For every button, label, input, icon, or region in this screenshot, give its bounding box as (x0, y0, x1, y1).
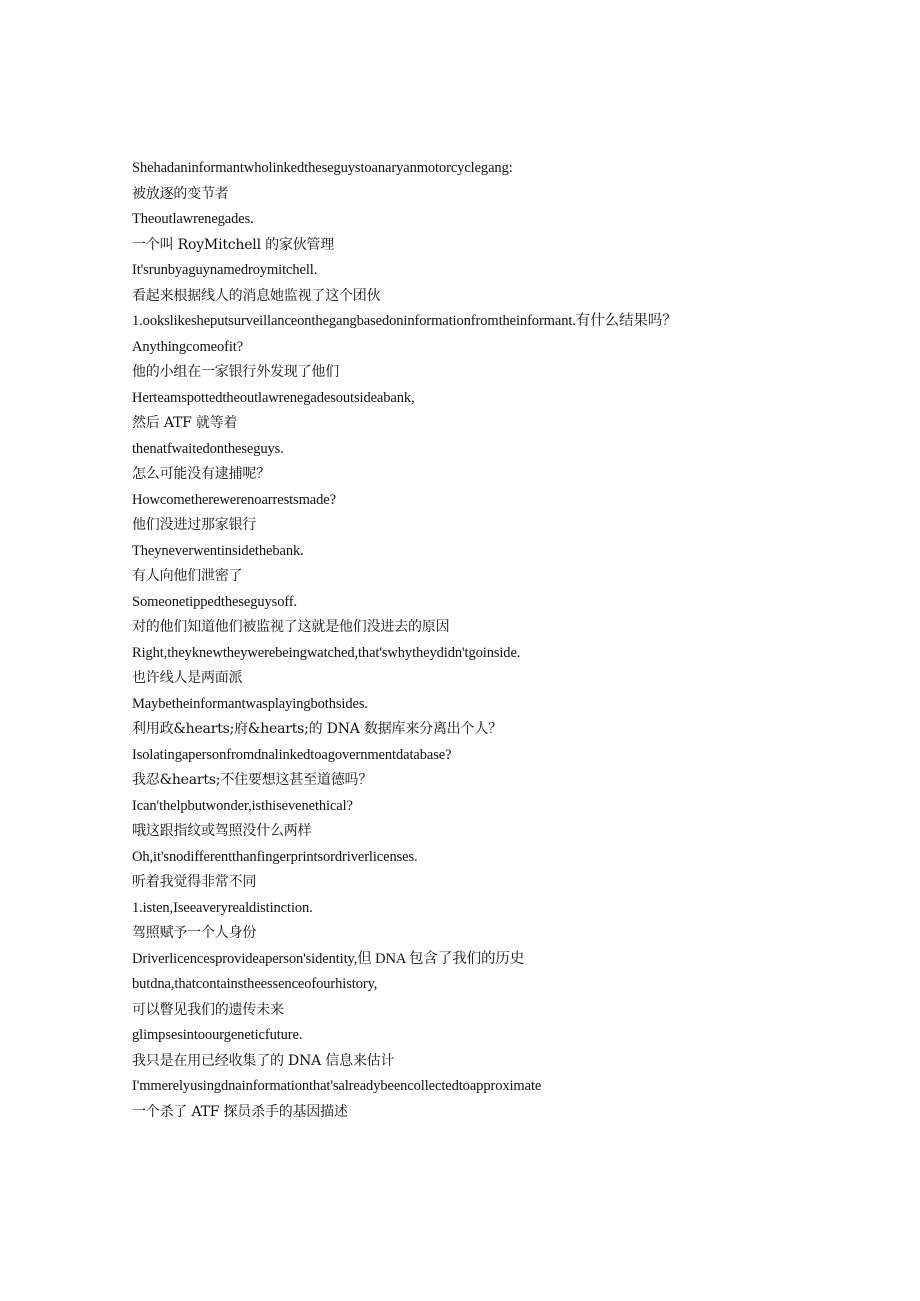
text-line: 1.isten,Iseeaveryrealdistinction. (132, 899, 313, 916)
text-line: 也许线人是两面派 (132, 670, 243, 686)
text-line: 对的他们知道他们被监视了这就是他们没进去的原因 (132, 619, 450, 635)
text-line: Ican'thelpbutwonder,isthisevenethical? (132, 797, 353, 814)
text-line: 我忍&hearts;不住要想这甚至道德吗？ (132, 772, 373, 788)
text-line: Theyneverwentinsidethebank. (132, 542, 304, 559)
document-body (132, 158, 772, 1127)
text-line: Herteamspottedtheoutlawrenegadesoutsideabank, (132, 389, 415, 406)
text-line: It'srunbyaguynamedroymitchell. (132, 262, 318, 278)
text-line: 哦这跟指纹或驾照没什么两样 (132, 823, 312, 839)
text-line: Someonetippedtheseguysoff. (132, 593, 298, 610)
text-line: 利用政&hearts;府&hearts;的 DNA 数据库来分离出个人？ (132, 721, 502, 737)
text-line: Isolatingapersonfromdnalinkedtoagovernmentdatabase? (132, 746, 452, 763)
text-line: 我只是在用已经收集了的 DNA 信息来估计 (132, 1052, 395, 1069)
text-line: Driverlicencesprovideaperson'sidentity,但 DNA 包含了我们的历史 (132, 950, 525, 967)
text-line: 然后 ATF 就等着 (132, 415, 238, 431)
text-line: Howcometherewerenoarrestsmade? (132, 491, 336, 508)
text-line: 他们没进过那家银行 (132, 517, 257, 533)
text-line: 有人向他们泄密了 (132, 568, 243, 584)
text-line: glimpsesintoourgeneticfuture. (132, 1027, 303, 1043)
text-line: 驾照赋予一个人身份 (132, 925, 257, 941)
text-line: Theoutlawrenegades. (132, 211, 254, 227)
text-line: 被放逐的变节者 (132, 185, 229, 202)
text-line: butdna,thatcontainstheessenceofourhistory, (132, 976, 378, 992)
text-line: Right,theyknewtheywerebeingwatched,that'swhytheydidn'tgoinside. (132, 644, 521, 661)
text-line: thenatfwaitedontheseguys. (132, 440, 284, 457)
text-line: Oh,it'snodifferentthanfingerprintsordriverlicenses. (132, 848, 418, 865)
text-line: 看起来根据线人的消息她监视了这个团伙 (132, 287, 381, 304)
text-line: 一个杀了 ATF 探员杀手的基因描述 (132, 1103, 348, 1120)
text-line: Shehadaninformantwholinkedtheseguystoanaryanmotorcyclegang: (132, 160, 513, 176)
text-line: Maybetheinformantwasplayingbothsides. (132, 695, 368, 712)
text-line: 可以瞥见我们的遗传未来 (132, 1001, 284, 1018)
text-line: I'mmerelyusingdnainformationthat'salreadybeencollectedtoapproximate (132, 1078, 542, 1094)
text-line: 一个叫 RoyMitchell 的家伙管理 (132, 236, 335, 253)
text-line: Anythingcomeofit? (132, 338, 244, 355)
text-line: 怎么可能没有逮捕呢？ (132, 466, 270, 482)
text-line: 1.ookslikesheputsurveillanceonthegangbasedoninformationfromtheinformant.有什么结果吗？ (132, 313, 677, 329)
text-line: 他的小组在一家银行外发现了他们 (132, 364, 339, 380)
text-line: 听着我觉得非常不同 (132, 874, 257, 890)
